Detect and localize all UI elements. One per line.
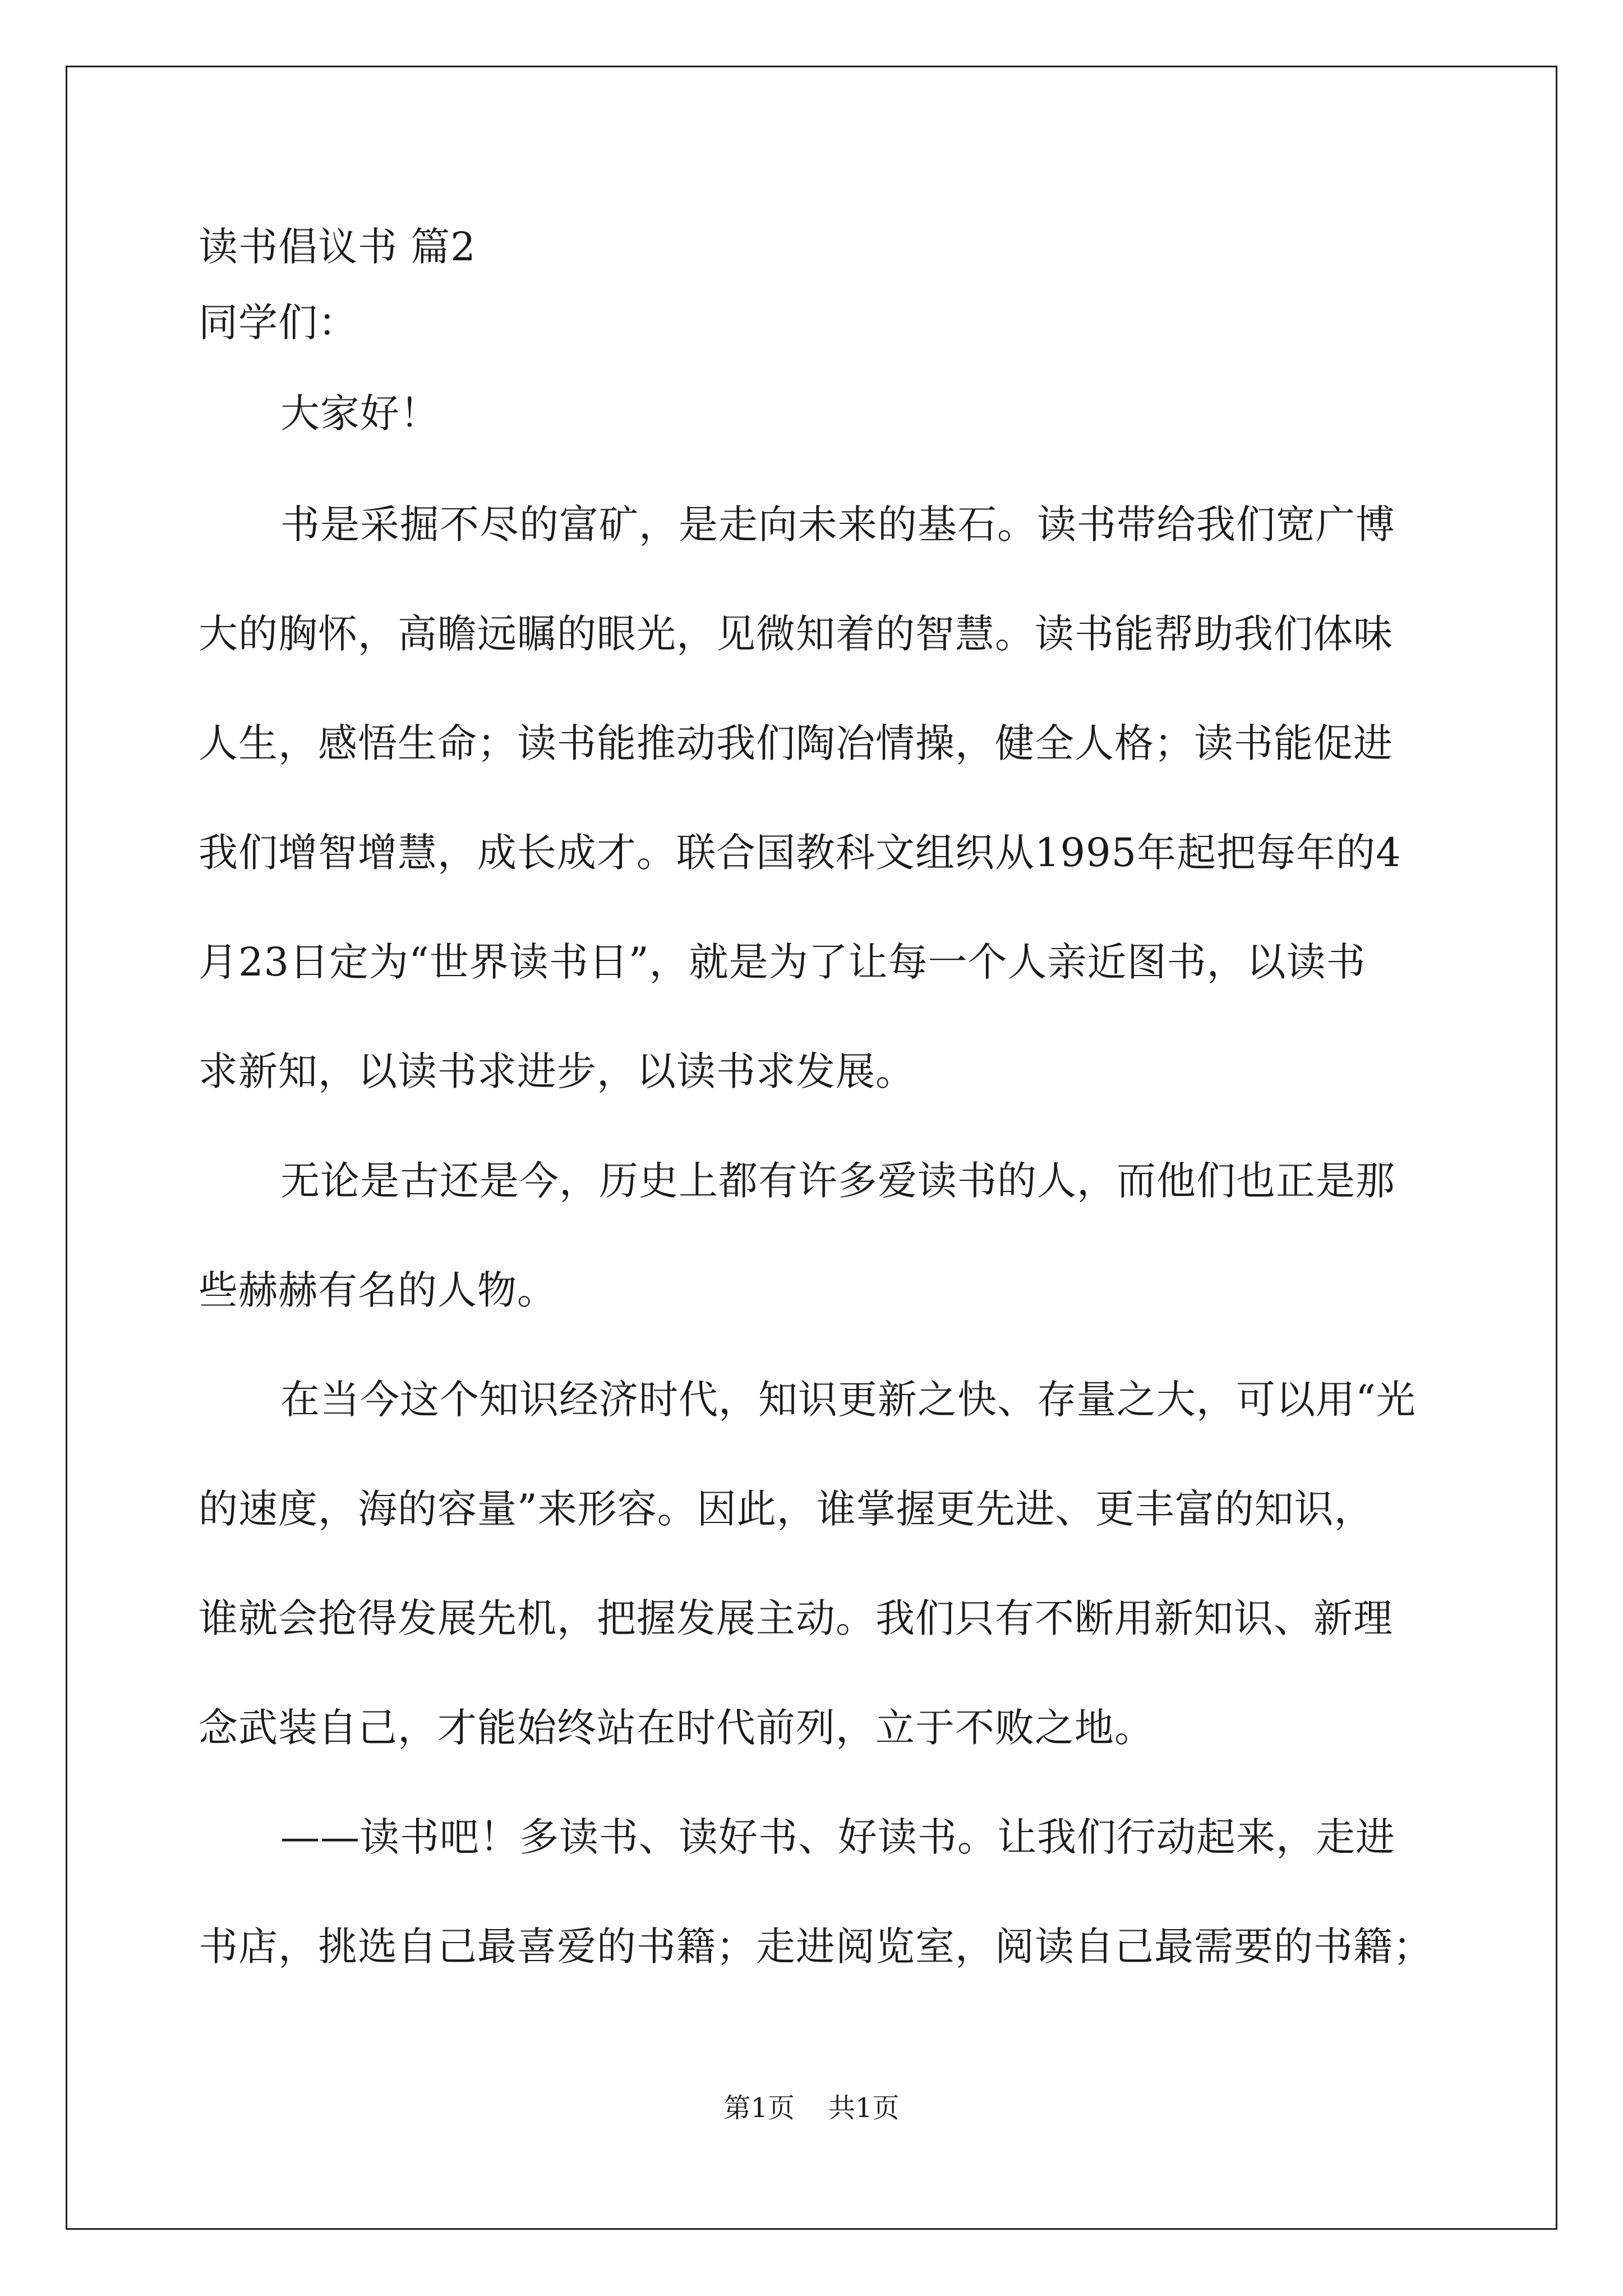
greeting: 大家好！	[280, 390, 440, 436]
paragraph-line: 人生，感悟生命；读书能推动我们陶冶情操，健全人格；读书能促进	[199, 720, 1393, 766]
paragraph-line: 书是采掘不尽的富矿，是走向未来的基石。读书带给我们宽广博	[280, 501, 1395, 547]
paragraph-line: 书店，挑选自己最喜爱的书籍；走进阅览室，阅读自己最需要的书籍；	[199, 1924, 1433, 1970]
page-total: 共1页	[828, 2092, 900, 2124]
paragraph-line: 在当今这个知识经济时代，知识更新之快、存量之大，可以用“光	[280, 1377, 1416, 1423]
paragraph-line: 月23日定为“世界读书日”，就是为了让每一个人亲近图书，以读书	[199, 939, 1366, 985]
paragraph-line: 无论是古还是今，历史上都有许多爱读书的人，而他们也正是那	[280, 1158, 1395, 1204]
paragraph-line: 求新知，以读书求进步，以读书求发展。	[199, 1048, 915, 1094]
document-title: 读书倡议书 篇2	[199, 224, 476, 270]
page-footer	[0, 2091, 1623, 2125]
paragraph-line: 谁就会抢得发展先机，把握发展主动。我们只有不断用新知识、新理	[199, 1595, 1393, 1641]
paragraph-line: 的速度，海的容量”来形容。因此，谁掌握更先进、更丰富的知识，	[199, 1486, 1374, 1532]
paragraph-line: ——读书吧！多读书、读好书、好读书。让我们行动起来，走进	[280, 1814, 1395, 1860]
page-number: 第1页	[723, 2092, 795, 2124]
paragraph-line: 大的胸怀，高瞻远瞩的眼光，见微知着的智慧。读书能帮助我们体味	[199, 611, 1393, 657]
paragraph-line: 我们增智增慧，成长成才。联合国教科文组织从1995年起把每年的4	[199, 830, 1401, 876]
salutation: 同学们：	[199, 300, 358, 346]
paragraph-line: 念武装自己，才能始终站在时代前列，立于不败之地。	[199, 1705, 1154, 1751]
paragraph-line: 些赫赫有名的人物。	[199, 1267, 557, 1313]
